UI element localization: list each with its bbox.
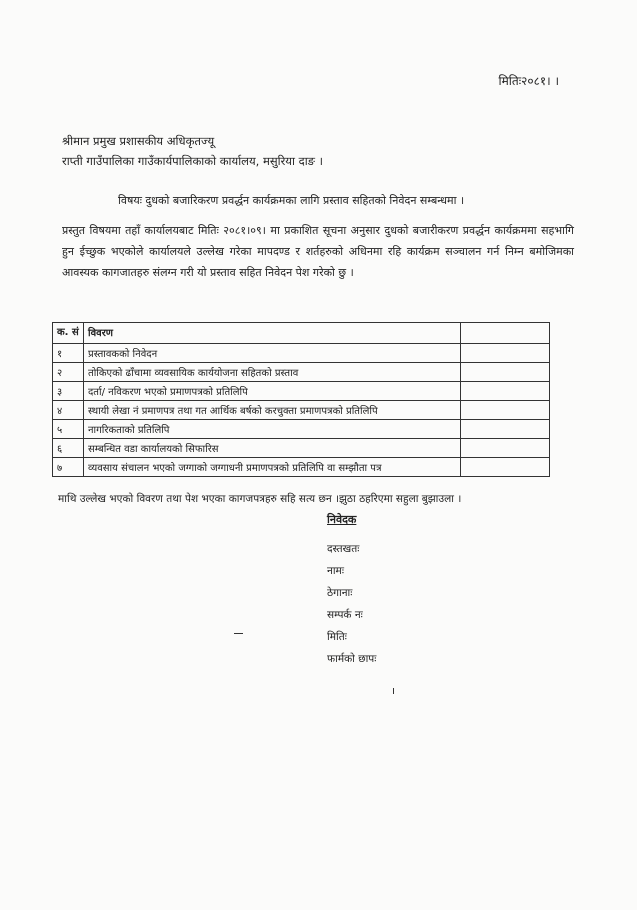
address-field: ठेगानाः <box>327 587 353 599</box>
farm-stamp-field: फार्मको छापः <box>327 653 377 665</box>
row-description: व्यवसाय संचालन भएको जग्गाको जग्गाधनी प्रमाणपत्रको प्रतिलिपि वा सम्झौता पत्र <box>84 458 461 477</box>
recipient-line-2: राप्ती गाउँपालिका गाउँकार्यपालिकाको कार्यालय, मसुरिया दाङ । <box>62 154 324 168</box>
name-field: नामः <box>327 565 344 577</box>
header-blank <box>461 323 550 344</box>
row-serial: ४ <box>53 401 84 420</box>
table-row <box>53 344 550 363</box>
recipient-line-1: श्रीमान प्रमुख प्रशासकीय अधिकृतज्यू <box>62 134 215 148</box>
row-serial: ६ <box>53 439 84 458</box>
documents-table <box>52 322 550 477</box>
row-blank <box>461 439 550 458</box>
row-description: तोकिएको ढाँचामा व्यवसायिक कार्ययोजना सहितको प्रस्ताव <box>84 363 461 382</box>
body-paragraph: प्रस्तुत विषयमा तहाँ कार्यालयबाट मितिः २०८१।०९। मा प्रकाशित सूचना अनुसार दुधको बजारीकरण प्रवर्द्धन कार्यक्रममा सहभागि हुन ईच्छुक भएकोले कार्यालयले उल्लेख गरेका मापदण्ड र शर्तहरुको अधिनमा रहि कार्यक्रम सञ्चालन गर्न निम्न बमोजिमका आवस्यक कागजातहरु संलग्न गरी यो प्रस्ताव सहित निवेदन पेश गरेको छु । <box>62 224 574 279</box>
row-serial: २ <box>53 363 84 382</box>
row-description: दर्ता/ नविकरण भएको प्रमाणपत्रको प्रतिलिपि <box>84 382 461 401</box>
contact-field: सम्पर्क नः <box>327 609 363 621</box>
row-serial: ३ <box>53 382 84 401</box>
table-row <box>53 420 550 439</box>
row-serial: ७ <box>53 458 84 477</box>
row-blank <box>461 420 550 439</box>
row-description: सम्बन्धित वडा कार्यालयको सिफारिस <box>84 439 461 458</box>
table-row <box>53 439 550 458</box>
date-line: मितिः२०८१। । <box>498 74 559 88</box>
row-description: नागरिकताको प्रतिलिपि <box>84 420 461 439</box>
table-row <box>53 382 550 401</box>
stray-mark <box>393 688 394 694</box>
applicant-heading: निवेदक <box>327 513 357 526</box>
header-serial: क. सं <box>53 323 84 344</box>
stray-mark <box>234 633 243 634</box>
table-row <box>53 363 550 382</box>
date-field: मितिः <box>327 631 347 643</box>
row-blank <box>461 344 550 363</box>
row-description: प्रस्तावकको निवेदन <box>84 344 461 363</box>
row-blank <box>461 363 550 382</box>
row-blank <box>461 458 550 477</box>
table-row <box>53 458 550 477</box>
row-blank <box>461 382 550 401</box>
row-description: स्थायी लेखा नं प्रमाणपत्र तथा गत आर्थिक बर्षको करचुक्ता प्रमाणपत्रको प्रतिलिपि <box>84 401 461 420</box>
table-row <box>53 401 550 420</box>
signature-field: दस्तखतः <box>327 543 360 555</box>
row-blank <box>461 401 550 420</box>
row-serial: १ <box>53 344 84 363</box>
header-description: विवरण <box>84 323 461 344</box>
table-header-row <box>53 323 550 344</box>
row-serial: ५ <box>53 420 84 439</box>
declaration-text: माथि उल्लेख भएको विवरण तथा पेश भएका कागजपत्रहरु सहि सत्य छन ।झुठा ठहरिएमा सहुला बुझाउला । <box>58 493 462 505</box>
subject-line: विषयः दुधको बजारिकरण प्रवर्द्धन कार्यक्रमका लागि प्रस्ताव सहितको निवेदन सम्बन्धमा । <box>118 194 465 207</box>
